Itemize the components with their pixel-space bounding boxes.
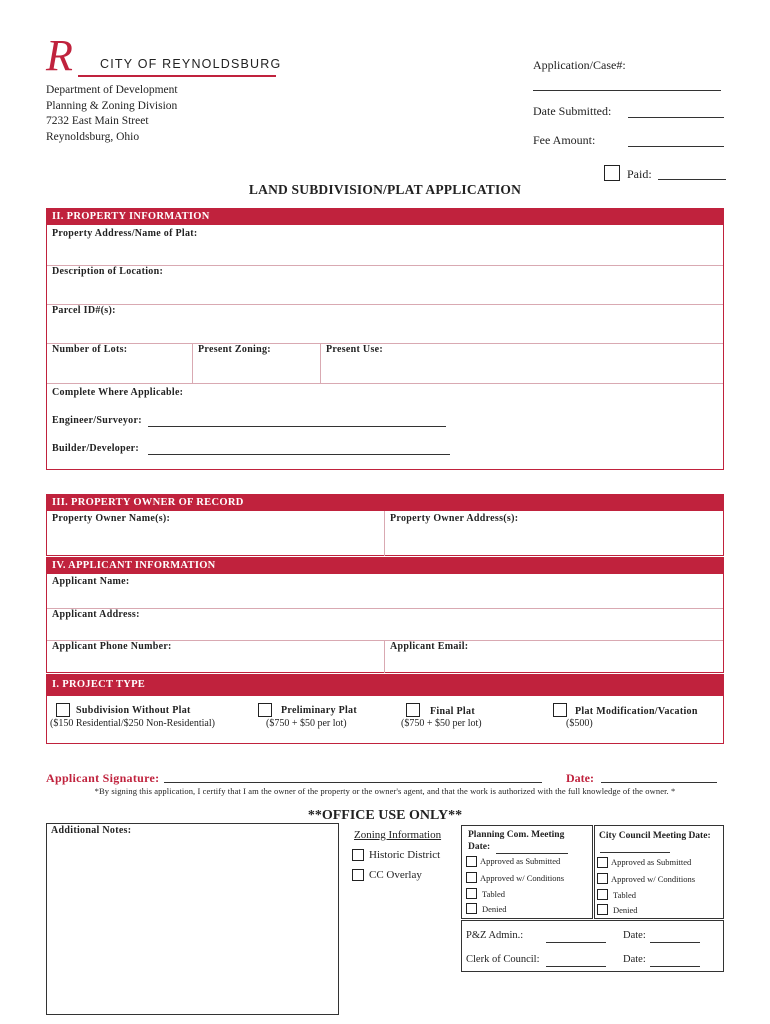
- cc-conditions-label: Approved w/ Conditions: [611, 874, 696, 884]
- divider: [320, 343, 321, 383]
- planning-meeting-label: Planning Com. Meeting: [468, 830, 565, 840]
- present-zoning-label: Present Zoning:: [198, 344, 271, 355]
- zoning-information-label: Zoning Information: [354, 829, 442, 841]
- preliminary-plat-checkbox[interactable]: [258, 703, 272, 717]
- form-title: LAND SUBDIVISION/PLAT APPLICATION: [248, 182, 522, 197]
- plat-modification-checkbox[interactable]: [553, 703, 567, 717]
- subdivision-without-plat-label: Subdivision Without Plat: [76, 705, 191, 716]
- city-logo-r: R: [46, 31, 73, 80]
- department-address: [46, 83, 178, 145]
- additional-notes-box[interactable]: [46, 823, 339, 1015]
- pz-admin-date-field[interactable]: [650, 942, 700, 943]
- parcel-id-label: Parcel ID#(s):: [52, 305, 116, 316]
- cc-denied-label: Denied: [613, 905, 638, 915]
- certify-text: *By signing this application, I certify that I am the owner of the property or the owner's agent, and that the work is authorized with the full knowledge of the owner. *: [94, 786, 676, 796]
- paid-field[interactable]: [658, 179, 726, 180]
- dept-line-4: Reynoldsburg, Ohio: [46, 130, 140, 143]
- builder-developer-field[interactable]: [148, 454, 450, 455]
- pc-approved-checkbox[interactable]: [466, 856, 477, 867]
- description-location-label: Description of Location:: [52, 266, 164, 277]
- cc-conditions-checkbox[interactable]: [597, 873, 608, 884]
- applicant-name-input[interactable]: [47, 588, 723, 608]
- subdivision-without-plat-fee: ($150 Residential/$250 Non-Residential): [50, 718, 215, 729]
- owner-name-label: Property Owner Name(s):: [52, 513, 171, 524]
- pc-denied-label: Denied: [482, 904, 507, 914]
- pc-tabled-label: Tabled: [482, 889, 506, 899]
- app-case-label: Application/Case#:: [533, 58, 626, 72]
- preliminary-plat-label: Preliminary Plat: [281, 705, 357, 716]
- property-info-header: II. PROPERTY INFORMATION: [46, 208, 724, 225]
- applicant-signature-field[interactable]: [164, 782, 542, 783]
- clerk-date-label: Date:: [623, 954, 646, 965]
- preliminary-plat-fee: ($750 + $50 per lot): [266, 718, 347, 729]
- plat-modification-fee: ($500): [566, 718, 593, 729]
- pc-denied-checkbox[interactable]: [466, 903, 477, 914]
- cc-approved-label: Approved as Submitted: [611, 857, 692, 867]
- city-council-date-field[interactable]: [600, 852, 670, 853]
- cc-tabled-label: Tabled: [613, 890, 637, 900]
- cc-overlay-checkbox[interactable]: [352, 869, 364, 881]
- pz-admin-label: P&Z Admin.:: [466, 930, 524, 941]
- planning-date-label: Date:: [468, 842, 491, 852]
- description-location-input[interactable]: [47, 279, 723, 303]
- paid-label: Paid:: [627, 167, 652, 181]
- applicant-name-label: Applicant Name:: [52, 576, 130, 587]
- divider: [47, 343, 723, 344]
- subdivision-without-plat-checkbox[interactable]: [56, 703, 70, 717]
- cc-tabled-checkbox[interactable]: [597, 889, 608, 900]
- engineer-surveyor-field[interactable]: [148, 426, 446, 427]
- parcel-id-input[interactable]: [47, 318, 723, 342]
- clerk-label: Clerk of Council:: [466, 954, 540, 965]
- property-address-label: Property Address/Name of Plat:: [52, 228, 198, 239]
- engineer-surveyor-label: Engineer/Surveyor:: [52, 415, 142, 426]
- pc-approved-label: Approved as Submitted: [480, 856, 561, 866]
- final-plat-checkbox[interactable]: [406, 703, 420, 717]
- app-case-field[interactable]: [533, 90, 721, 91]
- number-of-lots-label: Number of Lots:: [52, 344, 128, 355]
- applicant-section: [46, 557, 724, 673]
- historic-district-label: Historic District: [369, 849, 441, 861]
- final-plat-fee: ($750 + $50 per lot): [401, 718, 482, 729]
- pc-tabled-checkbox[interactable]: [466, 888, 477, 899]
- signature-date-label: Date:: [566, 771, 594, 785]
- office-use-title: **OFFICE USE ONLY**: [307, 808, 463, 823]
- applicant-address-label: Applicant Address:: [52, 609, 140, 620]
- plat-modification-label: Plat Modification/Vacation: [575, 706, 698, 717]
- builder-developer-label: Builder/Developer:: [52, 443, 140, 454]
- project-type-header: I. PROJECT TYPE: [46, 674, 724, 696]
- cc-denied-checkbox[interactable]: [597, 904, 608, 915]
- divider: [192, 343, 193, 383]
- clerk-field[interactable]: [546, 966, 606, 967]
- divider: [47, 383, 723, 384]
- cc-approved-checkbox[interactable]: [597, 857, 608, 868]
- owner-header: III. PROPERTY OWNER OF RECORD: [46, 494, 724, 511]
- dept-line-3: 7232 East Main Street: [46, 115, 149, 127]
- signature-date-field[interactable]: [601, 782, 717, 783]
- additional-notes-label: Additional Notes:: [51, 825, 132, 836]
- fee-amount-field[interactable]: [628, 146, 724, 147]
- divider: [47, 608, 723, 609]
- owner-address-label: Property Owner Address(s):: [390, 513, 519, 524]
- applicant-phone-label: Applicant Phone Number:: [52, 641, 172, 652]
- date-submitted-label: Date Submitted:: [533, 104, 612, 118]
- final-plat-label: Final Plat: [430, 706, 475, 717]
- present-use-label: Present Use:: [326, 344, 384, 355]
- divider: [384, 640, 385, 673]
- pz-admin-field[interactable]: [546, 942, 606, 943]
- complete-where-applicable-label: Complete Where Applicable:: [52, 387, 184, 398]
- property-address-input[interactable]: [47, 240, 723, 265]
- fee-amount-label: Fee Amount:: [533, 133, 596, 147]
- pz-admin-date-label: Date:: [623, 930, 646, 941]
- applicant-address-input[interactable]: [47, 621, 723, 639]
- pc-conditions-checkbox[interactable]: [466, 872, 477, 883]
- cc-overlay-label: CC Overlay: [369, 869, 422, 881]
- divider: [47, 304, 723, 305]
- paid-checkbox[interactable]: [604, 165, 620, 181]
- historic-district-checkbox[interactable]: [352, 849, 364, 861]
- city-name: CITY OF REYNOLDSBURG: [100, 57, 282, 71]
- logo-underline: [78, 75, 276, 77]
- applicant-signature-label: Applicant Signature:: [46, 771, 160, 785]
- pc-conditions-label: Approved w/ Conditions: [480, 873, 565, 883]
- city-council-label: City Council Meeting Date:: [599, 831, 711, 841]
- dept-line-1: Department of Development: [46, 84, 178, 96]
- dept-line-2: Planning & Zoning Division: [46, 99, 178, 112]
- planning-date-field[interactable]: [496, 853, 568, 854]
- applicant-header: IV. APPLICANT INFORMATION: [46, 557, 724, 574]
- divider: [384, 511, 385, 556]
- clerk-date-field[interactable]: [650, 966, 700, 967]
- applicant-email-label: Applicant Email:: [390, 641, 469, 652]
- date-submitted-field[interactable]: [628, 117, 724, 118]
